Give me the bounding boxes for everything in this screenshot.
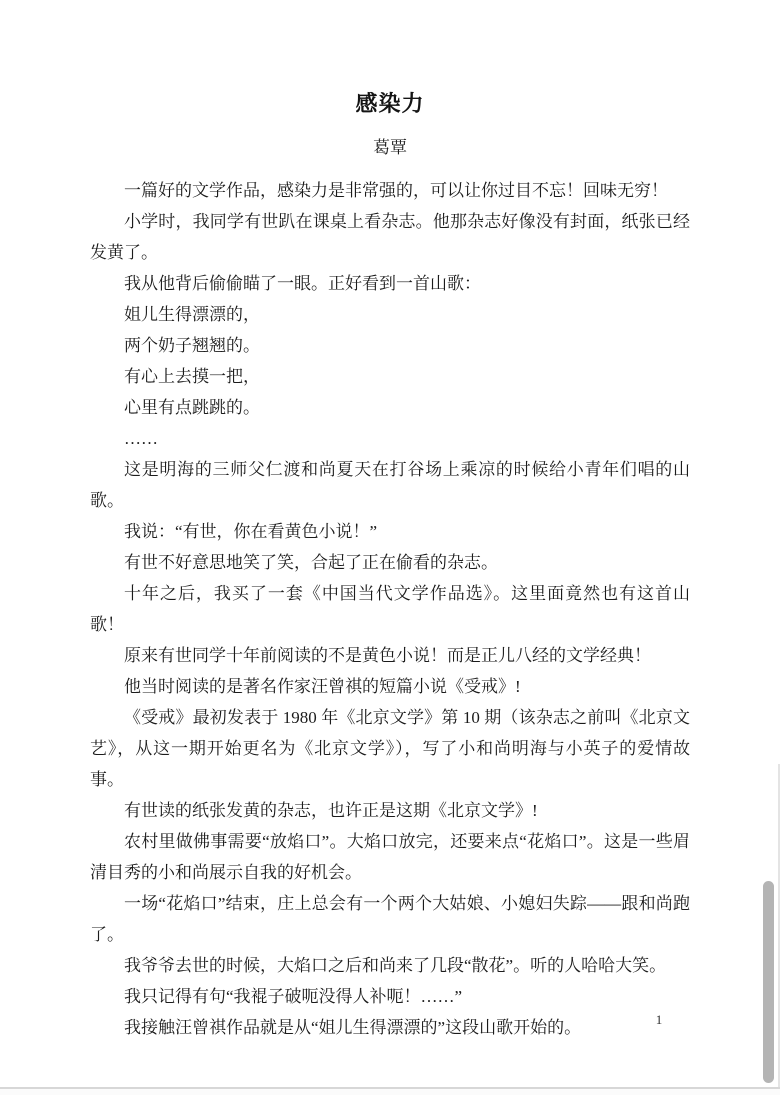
document-body — [90, 175, 690, 1043]
paragraph: 我爷爷去世的时候，大焰口之后和尚来了几段“散花”。听的人哈哈大笑。 — [124, 956, 667, 975]
paragraph: 我接触汪曾祺作品就是从“姐儿生得漂漂的”这段山歌开始的。 — [124, 1018, 582, 1037]
paragraph: 心里有点跳跳的。 — [124, 398, 260, 417]
paragraph: 《受戒》最初发表于 1980 年《北京文学》第 10 期（该杂志之前叫《北京文艺》，从这一期开始更名为《北京文学》），写了小和尚明海与小英子的爱情故事。 — [90, 708, 690, 789]
paragraph: 有心上去摸一把， — [124, 367, 260, 386]
paragraph: 十年之后，我买了一套《中国当代文学作品选》。这里面竟然也有这首山歌！ — [90, 584, 690, 634]
document-author: 葛覃 — [373, 138, 407, 157]
paragraph: 我从他背后偷偷瞄了一眼。正好看到一首山歌： — [124, 274, 481, 293]
document-title: 感染力 — [355, 91, 425, 116]
page-number: 1 — [655, 1012, 663, 1027]
window-bottom-strip — [0, 1089, 780, 1095]
paragraph: …… — [124, 429, 158, 448]
paragraph: 农村里做佛事需要“放焰口”。大焰口放完，还要来点“花焰口”。这是一些眉清目秀的小和尚展示自我的好机会。 — [90, 832, 690, 882]
paragraph: 一篇好的文学作品，感染力是非常强的，可以让你过目不忘！回味无穷！ — [124, 181, 668, 200]
paragraph: 我说：“有世，你在看黄色小说！” — [124, 522, 378, 541]
paragraph: 有世不好意思地笑了笑，合起了正在偷看的杂志。 — [124, 553, 498, 572]
paragraph: 小学时，我同学有世趴在课桌上看杂志。他那杂志好像没有封面，纸张已经发黄了。 — [90, 212, 690, 262]
paragraph: 有世读的纸张发黄的杂志，也许正是这期《北京文学》! — [124, 801, 538, 820]
paragraph: 我只记得有句“我裩子破呃没得人补呃！……” — [124, 987, 463, 1006]
paragraph: 姐儿生得漂漂的， — [124, 305, 260, 324]
paragraph: 一场“花焰口”结束，庄上总会有一个两个大姑娘、小媳妇失踪——跟和尚跑了。 — [90, 894, 690, 944]
paragraph: 原来有世同学十年前阅读的不是黄色小说！而是正儿八经的文学经典！ — [124, 646, 651, 665]
paragraph: 他当时阅读的是著名作家汪曾祺的短篇小说《受戒》! — [124, 677, 521, 696]
vertical-scrollbar-thumb[interactable] — [763, 881, 774, 1083]
paragraph: 两个奶子翘翘的。 — [124, 336, 260, 355]
paragraph: 这是明海的三师父仁渡和尚夏天在打谷场上乘凉的时候给小青年们唱的山歌。 — [90, 460, 690, 510]
